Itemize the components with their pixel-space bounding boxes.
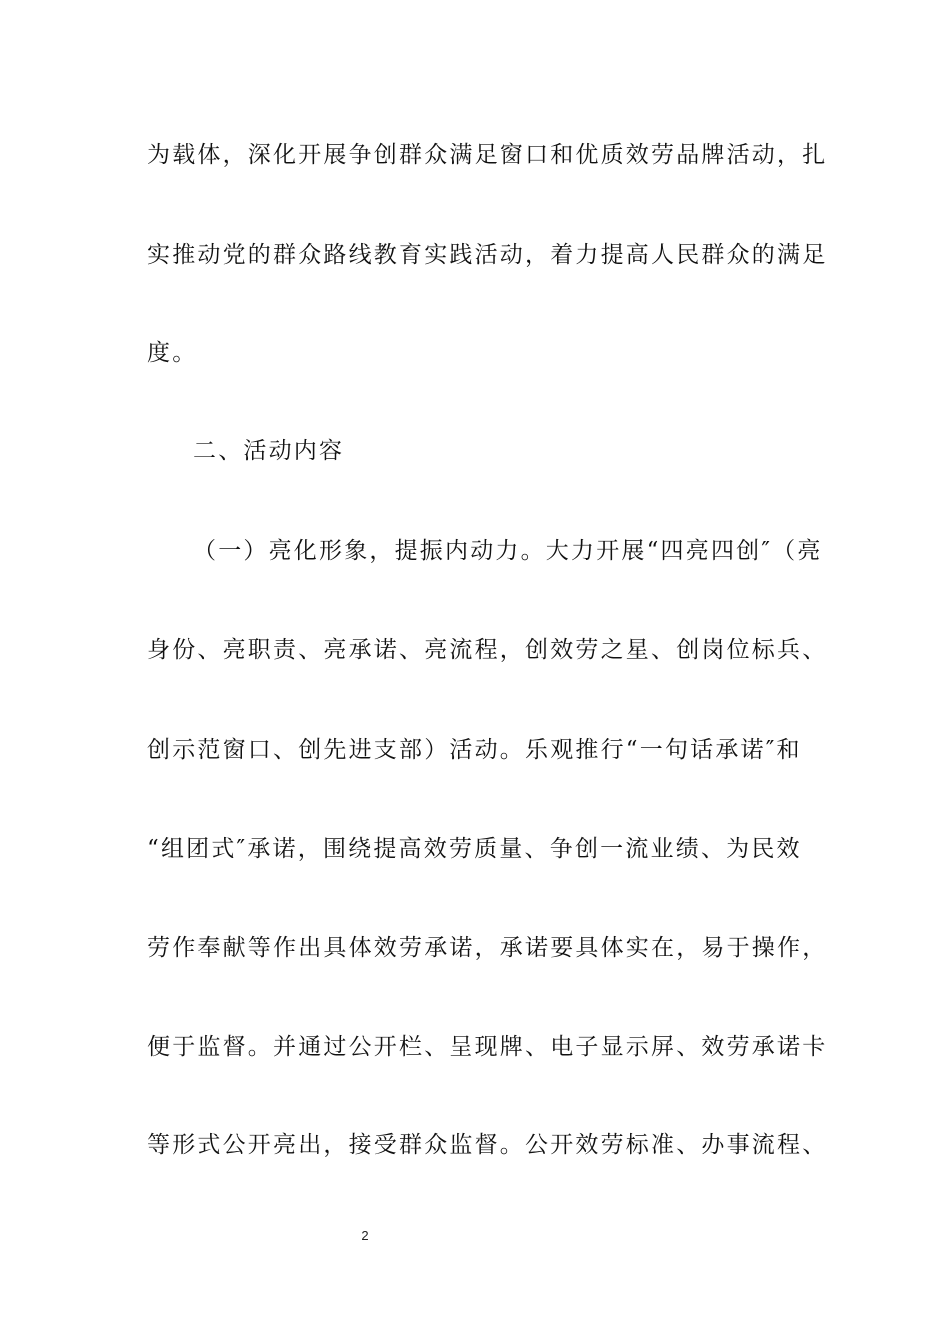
- text-line-2: 实推动党的群众路线教育实践活动，着力提高人民群众的满足: [147, 242, 828, 268]
- text-line-11: 等形式公开亮出，接受群众监督。公开效劳标准、办事流程、: [147, 1132, 828, 1158]
- section-heading: 二、活动内容: [193, 438, 345, 464]
- page-number: 2: [361, 1228, 369, 1243]
- text-line-6: 身份、亮职责、亮承诺、亮流程，创效劳之星、创岗位标兵、: [147, 637, 828, 663]
- text-line-8: “组团式″承诺，围绕提高效劳质量、争创一流业绩、为民效: [147, 836, 802, 862]
- text-line-1: 为载体，深化开展争创群众满足窗口和优质效劳品牌活动，扎: [147, 142, 828, 168]
- text-line-9: 劳作奉献等作出具体效劳承诺，承诺要具体实在，易于操作，: [147, 935, 828, 961]
- text-line-7: 创示范窗口、创先进支部）活动。乐观推行“一句话承诺″和: [147, 737, 802, 763]
- text-line-5: （一）亮化形象，提振内动力。大力开展“四亮四创″（亮: [193, 538, 823, 564]
- text-line-10: 便于监督。并通过公开栏、呈现牌、电子显示屏、效劳承诺卡: [147, 1034, 828, 1060]
- text-line-3: 度。: [147, 340, 198, 366]
